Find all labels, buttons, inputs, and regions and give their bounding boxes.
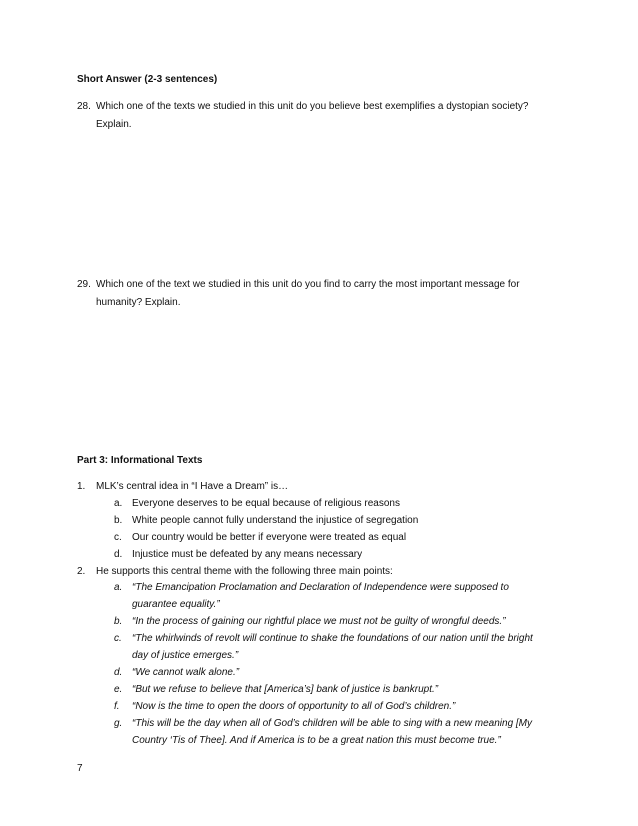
question-text-continued: Explain. bbox=[96, 119, 132, 130]
answer-option bbox=[114, 495, 574, 512]
answer-option bbox=[114, 512, 574, 529]
answer-option bbox=[114, 546, 574, 563]
supporting-quote bbox=[114, 681, 574, 698]
option-label: d. bbox=[114, 549, 123, 560]
quote-text bbox=[132, 630, 572, 664]
short-answer-heading: Short Answer (2-3 sentences) bbox=[77, 74, 218, 85]
option-label: a. bbox=[114, 498, 123, 509]
supporting-quote bbox=[114, 613, 574, 630]
answer-option bbox=[114, 529, 574, 546]
option-label: b. bbox=[114, 616, 123, 627]
option-label: a. bbox=[114, 582, 123, 593]
quote-text bbox=[132, 579, 572, 613]
supporting-quote bbox=[114, 630, 574, 664]
quote-text: “In the process of gaining our rightful place we must not be guilty of wrongful deeds.” bbox=[132, 616, 506, 627]
question-28 bbox=[77, 98, 577, 134]
question-number: 1. bbox=[77, 481, 86, 492]
supporting-quote bbox=[114, 715, 574, 749]
option-label: f. bbox=[114, 701, 120, 712]
option-text: Our country would be better if everyone were treated as equal bbox=[132, 532, 407, 543]
option-label: c. bbox=[114, 532, 122, 543]
question-text: Which one of the texts we studied in this unit do you believe best exemplifies a dystopian society? bbox=[96, 101, 529, 112]
question-1 bbox=[77, 478, 577, 495]
question-29 bbox=[77, 276, 577, 312]
page-number: 7 bbox=[77, 763, 83, 774]
question-text: Which one of the text we studied in this unit do you find to carry the most important message for bbox=[96, 279, 520, 290]
option-text: Everyone deserves to be equal because of religious reasons bbox=[132, 498, 400, 509]
option-label: g. bbox=[114, 718, 123, 729]
option-label: d. bbox=[114, 667, 123, 678]
question-text-continued: humanity? Explain. bbox=[96, 297, 181, 308]
question-text: He supports this central theme with the following three main points: bbox=[96, 566, 393, 577]
quote-text: “Now is the time to open the doors of opportunity to all of God’s children.” bbox=[132, 701, 456, 712]
quote-text: “But we refuse to believe that [America’s] bank of justice is bankrupt.” bbox=[132, 684, 439, 695]
question-number: 28. bbox=[77, 101, 91, 112]
quote-line: guarantee equality.” bbox=[132, 599, 220, 610]
question-number: 29. bbox=[77, 279, 91, 290]
quote-line: “This will be the day when all of God’s children will be able to sing with a new meaning [My bbox=[132, 718, 533, 729]
option-label: e. bbox=[114, 684, 123, 695]
quote-text bbox=[132, 715, 572, 749]
quote-line: “The Emancipation Proclamation and Declaration of Independence were supposed to bbox=[132, 582, 509, 593]
supporting-quote bbox=[114, 698, 574, 715]
quote-line: day of justice emerges.” bbox=[132, 650, 239, 661]
question-number: 2. bbox=[77, 566, 86, 577]
part3-heading: Part 3: Informational Texts bbox=[77, 455, 203, 466]
question-text: MLK’s central idea in “I Have a Dream” is… bbox=[96, 481, 289, 492]
supporting-quote bbox=[114, 664, 574, 681]
option-text: White people cannot fully understand the injustice of segregation bbox=[132, 515, 419, 526]
question-2 bbox=[77, 563, 577, 580]
option-label: b. bbox=[114, 515, 123, 526]
quote-line: “The whirlwinds of revolt will continue to shake the foundations of our nation until the bright bbox=[132, 633, 533, 644]
option-label: c. bbox=[114, 633, 122, 644]
supporting-quote bbox=[114, 579, 574, 613]
option-text: Injustice must be defeated by any means necessary bbox=[132, 549, 363, 560]
quote-text: “We cannot walk alone.” bbox=[132, 667, 240, 678]
quote-line: Country ‘Tis of Thee]. And if America is to be a great nation this must become true.” bbox=[132, 735, 501, 746]
